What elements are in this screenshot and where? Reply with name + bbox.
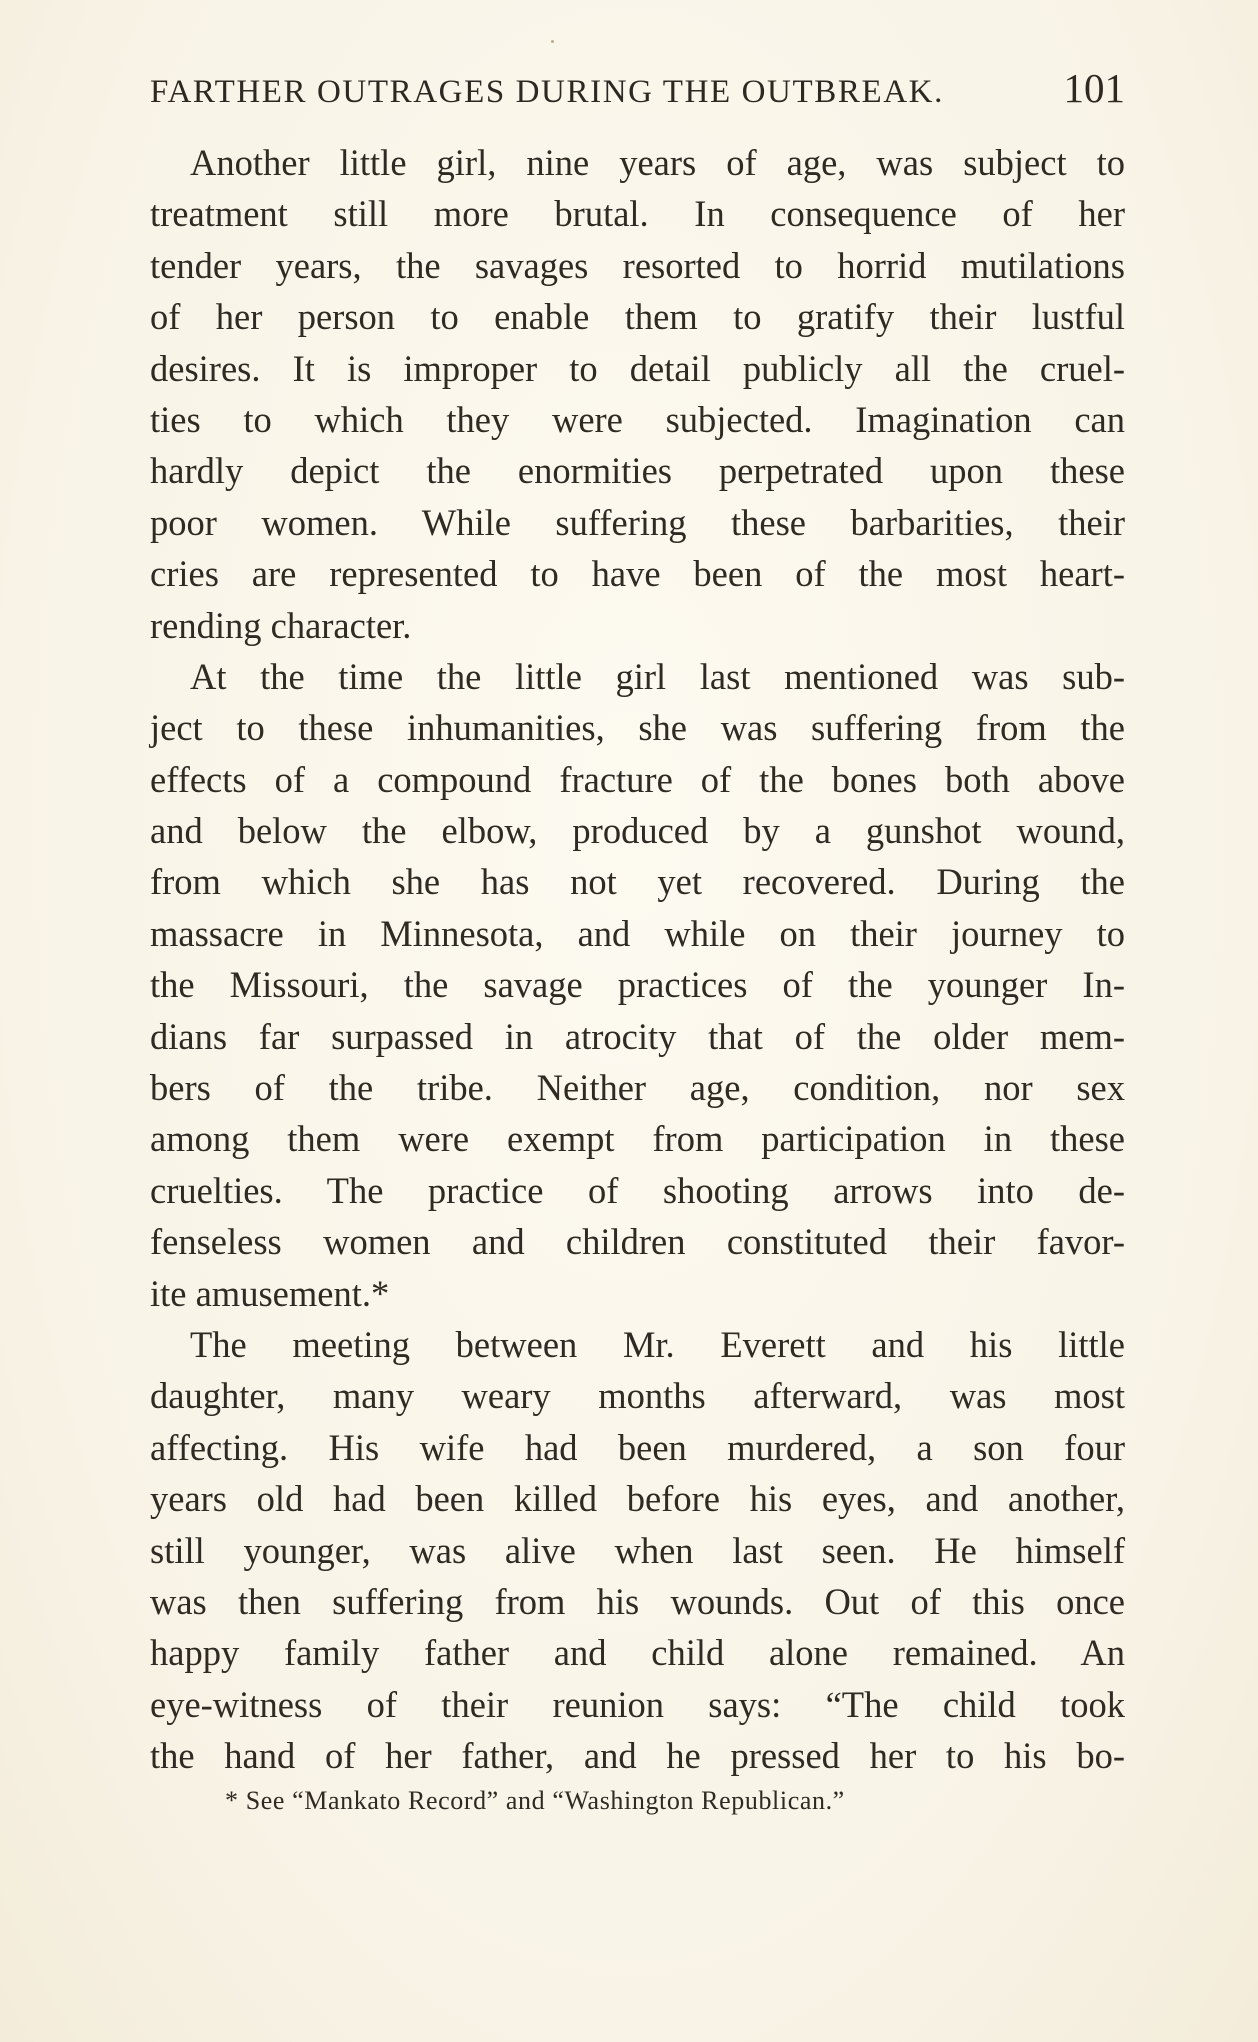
- text-line: rending character.: [150, 604, 412, 646]
- text-line: effects of a compound fracture of the bones both above: [150, 758, 1125, 800]
- footnote: * See “Mankato Record” and “Washington Republican.”: [225, 1786, 845, 1815]
- body-text: [150, 137, 1125, 1782]
- paper-speck: [551, 40, 554, 43]
- text-line: the Missouri, the savage practices of the younger In-: [150, 964, 1125, 1006]
- text-line: cries are represented to have been of the most heart-: [150, 553, 1125, 595]
- text-line: and below the elbow, produced by a gunshot wound,: [150, 810, 1125, 852]
- text-line: hardly depict the enormities perpetrated upon these: [150, 450, 1125, 492]
- text-line: bers of the tribe. Neither age, condition, nor sex: [150, 1067, 1125, 1109]
- text-line: still younger, was alive when last seen. He himself: [150, 1529, 1125, 1571]
- text-line: dians far surpassed in atrocity that of the older mem-: [150, 1015, 1125, 1057]
- text-line: The meeting between Mr. Everett and his little: [190, 1323, 1125, 1365]
- text-line: ite amusement.*: [150, 1272, 390, 1314]
- text-line: the hand of her father, and he pressed her to his bo-: [150, 1735, 1125, 1777]
- text-line: happy family father and child alone remained. An: [150, 1632, 1125, 1674]
- running-head: [150, 64, 1125, 114]
- text-line: of her person to enable them to gratify their lustful: [150, 296, 1125, 338]
- text-line: fenseless women and children constituted their favor-: [150, 1221, 1125, 1263]
- text-line: was then suffering from his wounds. Out of this once: [150, 1580, 1125, 1622]
- text-line: daughter, many weary months afterward, was most: [150, 1375, 1125, 1417]
- text-line: tender years, the savages resorted to horrid mutilations: [150, 244, 1125, 286]
- text-line: At the time the little girl last mentioned was sub-: [190, 655, 1125, 697]
- page-number: 101: [1063, 65, 1125, 111]
- text-line: years old had been killed before his eyes, and another,: [150, 1478, 1125, 1520]
- text-line: cruelties. The practice of shooting arrows into de-: [150, 1169, 1125, 1211]
- text-line: eye-witness of their reunion says: “The child took: [150, 1683, 1125, 1725]
- text-line: treatment still more brutal. In consequence of her: [150, 193, 1125, 235]
- text-line: affecting. His wife had been murdered, a son four: [150, 1426, 1125, 1468]
- text-line: Another little girl, nine years of age, was subject to: [190, 142, 1125, 183]
- text-line: massacre in Minnesota, and while on their journey to: [150, 912, 1125, 954]
- text-line: among them were exempt from participation in these: [150, 1118, 1125, 1160]
- text-line: desires. It is improper to detail publicly all the cruel-: [150, 347, 1125, 389]
- text-line: ject to these inhumanities, she was suffering from the: [150, 707, 1125, 749]
- text-line: from which she has not yet recovered. During the: [150, 861, 1125, 903]
- text-line: ties to which they were subjected. Imagination can: [150, 398, 1125, 440]
- text-line: poor women. While suffering these barbarities, their: [150, 501, 1125, 543]
- running-head-title: FARTHER OUTRAGES DURING THE OUTBREAK.: [150, 74, 944, 110]
